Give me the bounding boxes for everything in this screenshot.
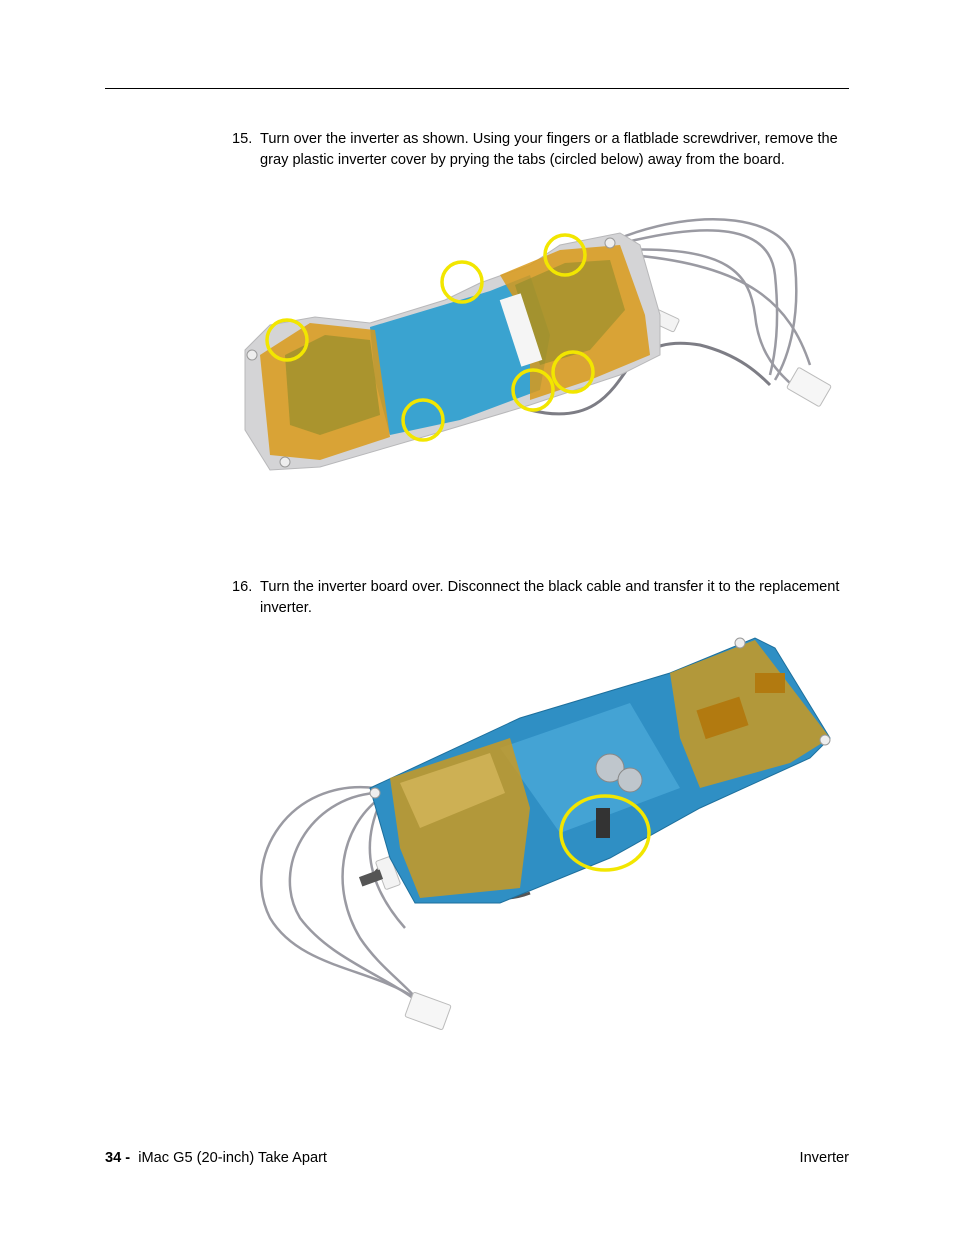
white-connector — [405, 992, 451, 1030]
black-cable-plug — [596, 808, 610, 838]
doc-title: iMac G5 (20-inch) Take Apart — [138, 1150, 327, 1166]
step-15 — [232, 129, 852, 171]
black-connector — [359, 870, 383, 887]
step-number: 15. — [232, 131, 253, 147]
white-connector — [787, 367, 832, 407]
step-number: 16. — [232, 579, 253, 595]
screw-hole — [605, 238, 615, 248]
footer-section: Inverter — [799, 1150, 849, 1166]
capacitor — [618, 768, 642, 792]
step-text: Turn over the inverter as shown. Using your fingers or a flatblade screwdriver, remove the gray plastic inverter cover by prying the tabs (circled below) away from the board. — [260, 131, 838, 168]
inverter-cover-photo — [230, 205, 850, 495]
screw-hole — [820, 735, 830, 745]
screw-hole — [247, 350, 257, 360]
screw-hole — [280, 457, 290, 467]
screw-hole — [735, 638, 745, 648]
transformer — [755, 673, 785, 693]
footer-left — [105, 1150, 327, 1166]
inverter-board-photo — [230, 628, 850, 1048]
header-rule — [105, 88, 849, 89]
screw-hole — [370, 788, 380, 798]
kapton-tape-right — [670, 640, 830, 788]
page-number: 34 - — [105, 1150, 131, 1166]
step-16 — [232, 577, 852, 619]
kapton-tape-left — [390, 738, 530, 898]
step-text: Turn the inverter board over. Disconnect the black cable and transfer it to the replacement inverter. — [260, 579, 840, 616]
